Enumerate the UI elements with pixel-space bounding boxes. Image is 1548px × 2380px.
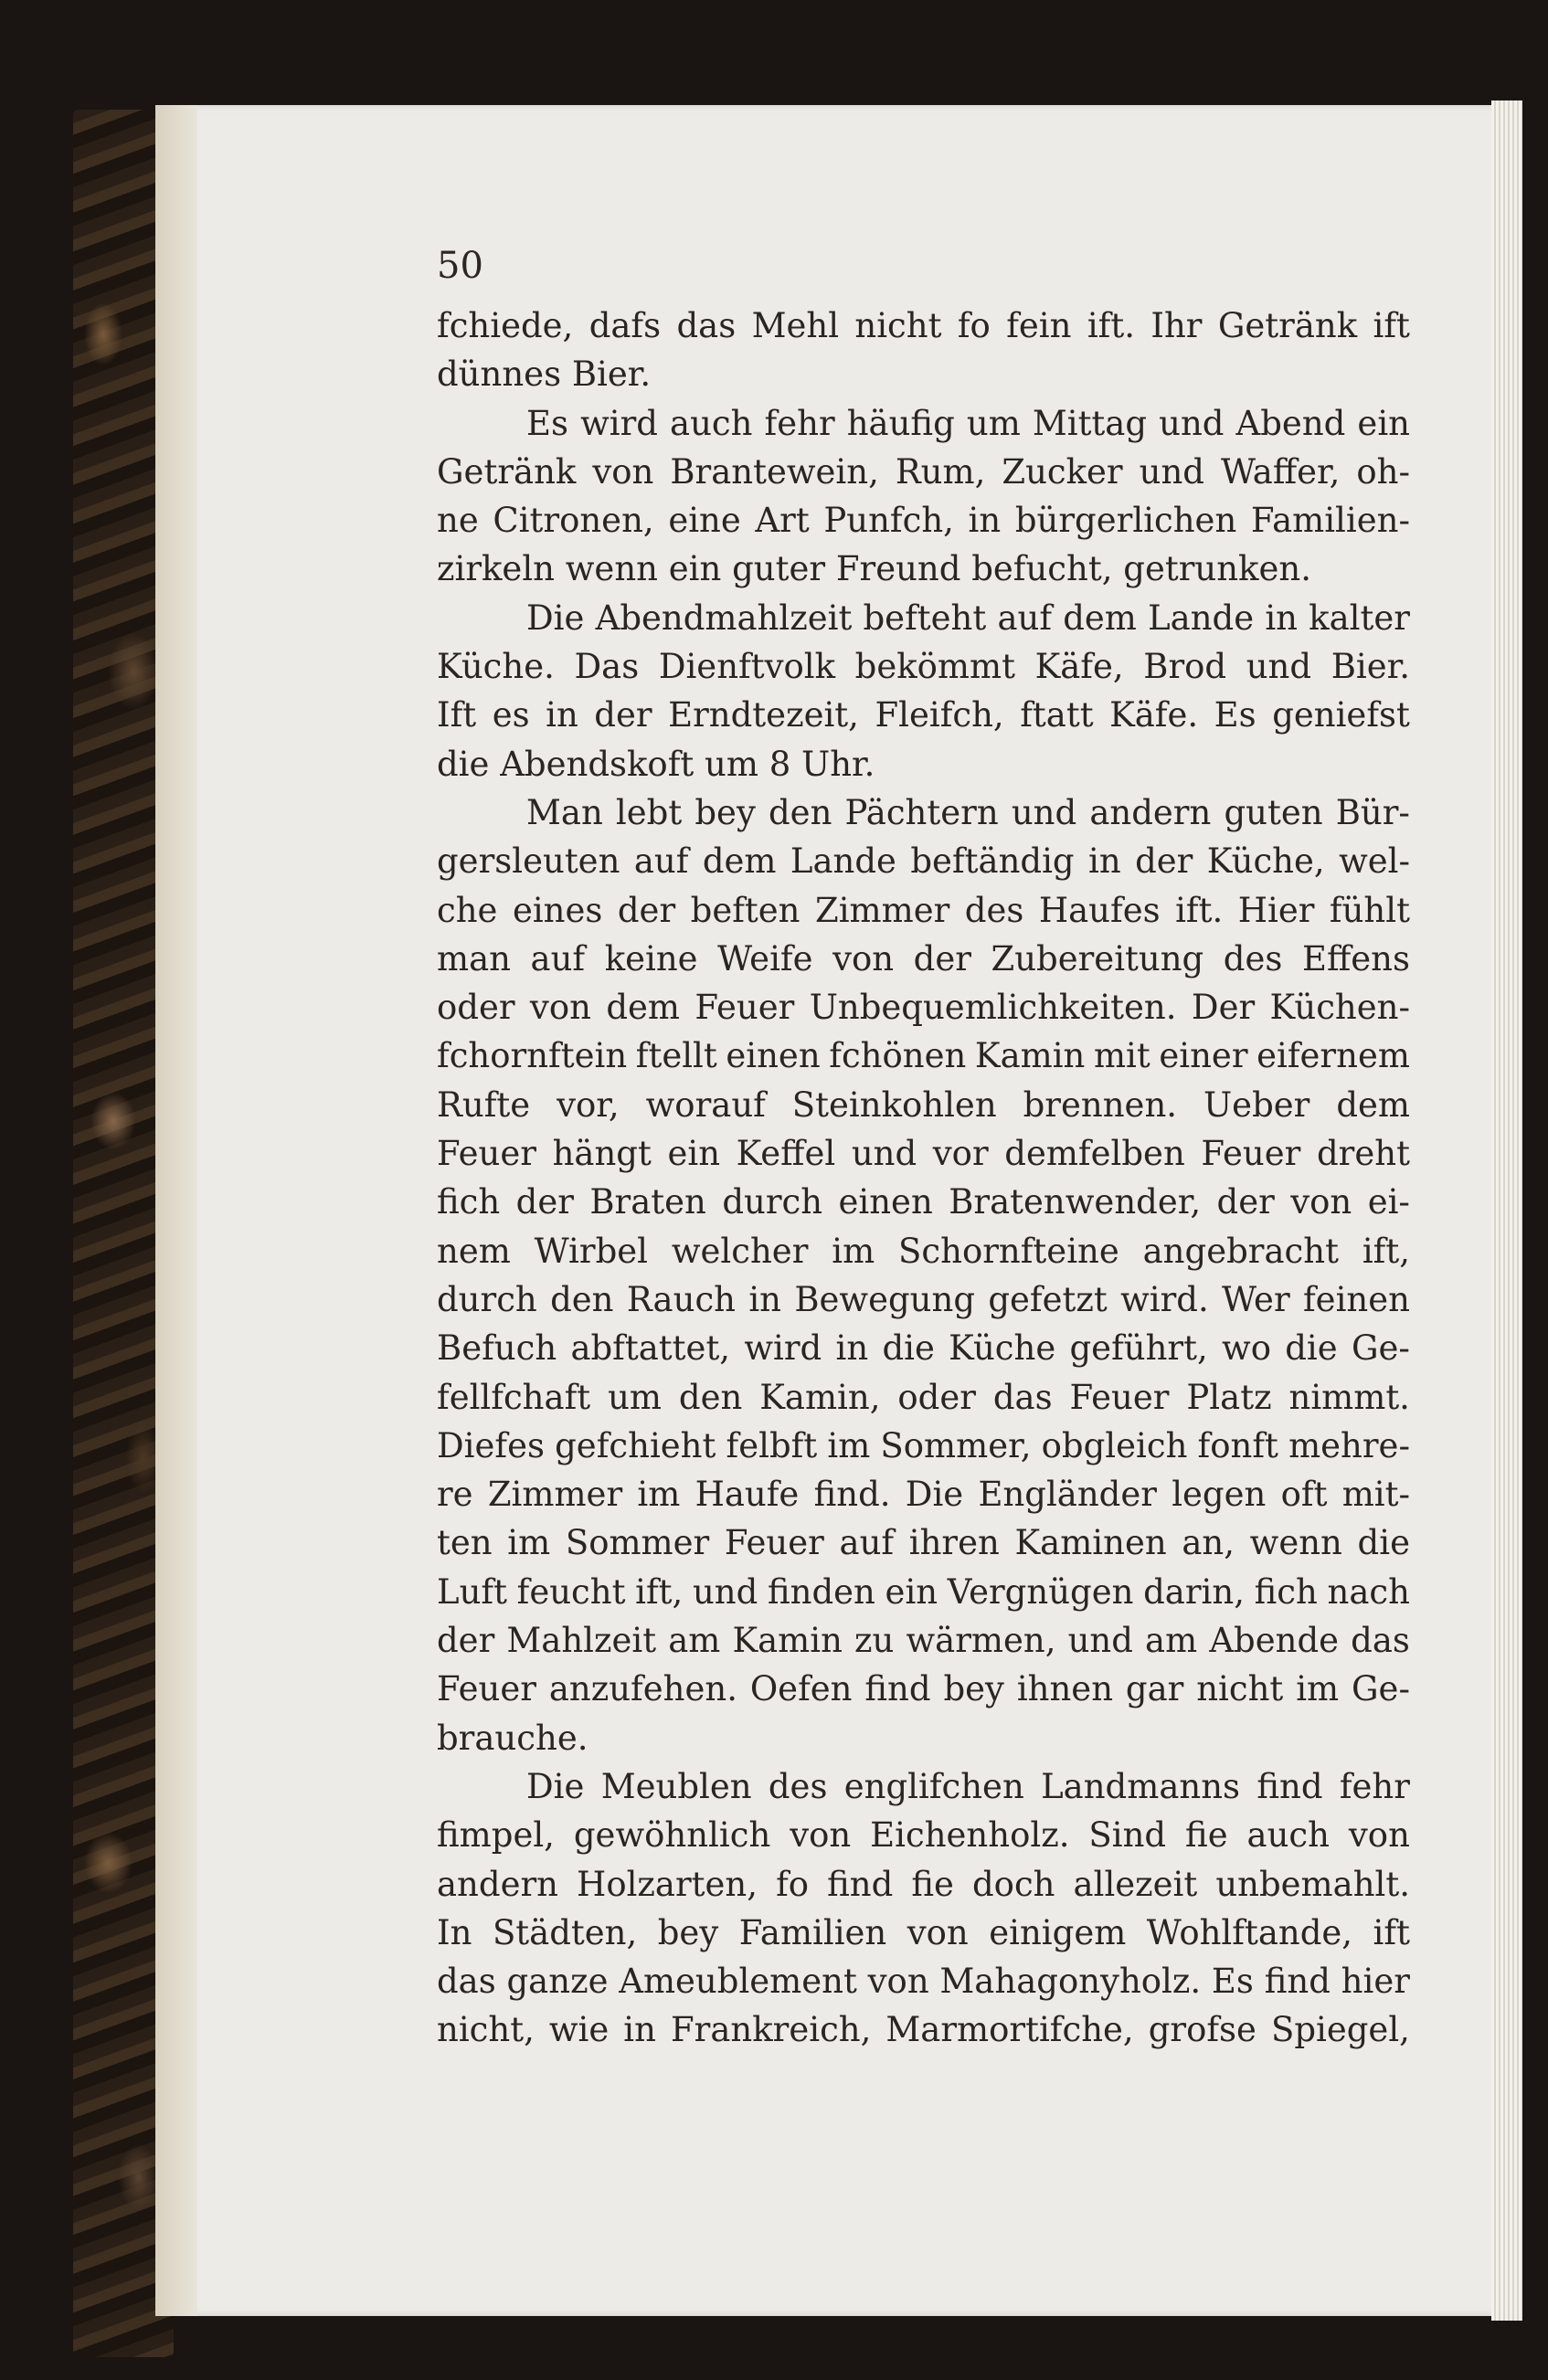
text-line: In Städten, bey Familien von einigem Wohlftande, ift [437, 1912, 1410, 1952]
text-line: fimpel, gewöhnlich von Eichenholz. Sind fie auch von [437, 1815, 1410, 1856]
text-line: che eines der beften Zimmer des Haufes ift. Hier fühlt [437, 890, 1410, 930]
text-line: der Mahlzeit am Kamin zu wärmen, und am Abende das [437, 1621, 1410, 1661]
text-line: ne Citronen, eine Art Punfch, in bürgerlichen Familien- [437, 501, 1410, 541]
text-line: fellfchaft um den Kamin, oder das Feuer Platz nimmt. [437, 1377, 1410, 1417]
text-line: Getränk von Brantewein, Rum, Zucker und Waffer, oh- [437, 451, 1410, 492]
text-line: Ift es in der Erndtezeit, Fleifch, ftatt Käfe. Es geniefst [437, 695, 1410, 735]
text-line: fchiede, dafs das Mehl nicht fo fein ift. Ihr Getränk ift [437, 306, 1410, 345]
text-line: Feuer hängt ein Keffel und vor demfelben Feuer dreht [437, 1134, 1410, 1174]
text-line: Feuer anzufehen. Oefen find bey ihnen gar nicht im Ge- [437, 1669, 1410, 1709]
text-line: ten im Sommer Feuer auf ihren Kaminen an, wenn die [437, 1523, 1410, 1563]
text-line: dünnes Bier. [437, 354, 652, 395]
text-line: oder von dem Feuer Unbequemlichkeiten. Der Küchen- [437, 988, 1410, 1028]
text-line: Befuch abftattet, wird in die Küche geführt, wo die Ge- [437, 1328, 1410, 1369]
text-line: Diefes gefchieht felbft im Sommer, obgleich fonft mehre- [437, 1425, 1410, 1465]
text-line: zirkeln wenn ein guter Freund befucht, getrunken. [437, 549, 1311, 589]
text-line: Küche. Das Dienftvolk bekömmt Käfe, Brod und Bier. [437, 647, 1410, 687]
text-line: re Zimmer im Haufe find. Die Engländer legen oft mit- [437, 1475, 1410, 1515]
text-line: das ganze Ameublement von Mahagonyholz. Es find hier [437, 1962, 1410, 2002]
page-gutter [155, 105, 197, 2316]
text-line: Es wird auch fehr häufig um Mittag und Abend ein [526, 403, 1410, 443]
text-line: brauche. [437, 1718, 588, 1758]
text-line: nem Wirbel welcher im Schornfteine angebracht ift, [437, 1231, 1410, 1271]
text-line: fich der Braten durch einen Bratenwender, der von ei- [437, 1182, 1410, 1222]
text-line: die Abendskoft um 8 Uhr. [437, 744, 875, 784]
text-line: Die Meublen des englifchen Landmanns find fehr [526, 1766, 1410, 1806]
page-edges [1491, 100, 1522, 2321]
text-line: gersleuten auf dem Lande beftändig in der Küche, wel- [437, 841, 1410, 882]
body-text [437, 301, 1410, 2055]
text-line: Die Abendmahlzeit befteht auf dem Lande in kalter [526, 598, 1410, 638]
text-line: man auf keine Weife von der Zubereitung des Effens [437, 938, 1410, 978]
text-line: durch den Rauch in Bewegung gefetzt wird. Wer feinen [437, 1279, 1410, 1319]
text-line: andern Holzarten, fo find fie doch allezeit unbemahlt. [437, 1864, 1410, 1904]
text-line: Rufte vor, worauf Steinkohlen brennen. Ueber dem [437, 1084, 1410, 1125]
text-line: Luft feucht ift, und finden ein Vergnügen darin, fich nach [437, 1571, 1410, 1612]
text-line: fchornftein ftellt einen fchönen Kamin mit einer eifernem [437, 1036, 1410, 1076]
text-line: Man lebt bey den Pächtern und andern guten Bür- [526, 792, 1410, 832]
page-number: 50 [437, 245, 483, 287]
text-line: nicht, wie in Frankreich, Marmortifche, grofse Spiegel, [437, 2010, 1410, 2050]
